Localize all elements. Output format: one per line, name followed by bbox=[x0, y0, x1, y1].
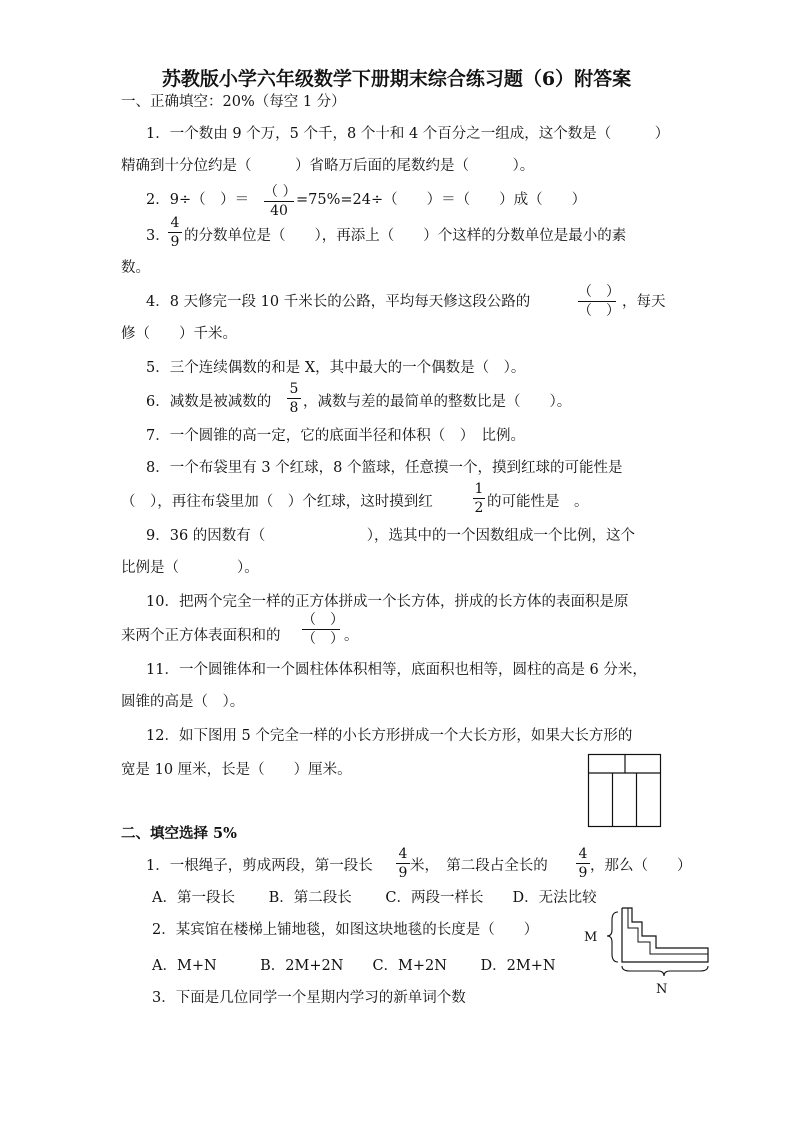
stairs-carpet-figure bbox=[600, 906, 712, 980]
q8-line2-end: 的可能性是 。 bbox=[487, 494, 589, 510]
s2-q1-part2: 米， 第二段占全长的 bbox=[410, 858, 548, 874]
q2-part2: =75%=24÷（ ）＝（ ）成（ ） bbox=[296, 192, 587, 208]
rectangles-figure bbox=[588, 754, 662, 828]
q2-fraction-numerator: （ ） bbox=[264, 184, 297, 200]
q10-line1: 10．把两个完全一样的正方体拼成一个长方体，拼成的长方体的表面积是原 bbox=[146, 594, 629, 610]
s2-q1-options: A．第一段长 B．第二段长 C．两段一样长 D．无法比较 bbox=[152, 890, 597, 906]
s2-q1-fraction2-numerator: 4 bbox=[578, 846, 588, 862]
q6-part1: 6．减数是被减数的 bbox=[146, 394, 272, 410]
q6-part2: ，减数与差的最简单的整数比是（ ）。 bbox=[303, 394, 572, 410]
q12-line1: 12．如下图用 5 个完全一样的小长方形拼成一个大长方形，如果大长方形的 bbox=[146, 728, 633, 744]
s2-q3: 3．下面是几位同学一个星期内学习的新单词个数 bbox=[152, 990, 466, 1006]
q6-fraction-numerator: 5 bbox=[289, 381, 299, 397]
s2-q1-fraction2-denominator: 9 bbox=[578, 865, 588, 881]
q6-fraction bbox=[287, 381, 301, 416]
q10-fraction-numerator: （ ） bbox=[302, 612, 344, 628]
q2-fraction-denominator: 40 bbox=[270, 203, 288, 219]
figure-label-n: N bbox=[656, 982, 668, 997]
q4-fraction-denominator: （ ） bbox=[578, 303, 620, 319]
q4-fraction bbox=[578, 284, 620, 319]
s2-q2: 2．某宾馆在楼梯上铺地毯，如图这块地毯的长度是（ ） bbox=[152, 922, 539, 938]
section2-heading: 二、填空选择 5% bbox=[121, 825, 237, 842]
q2-part1: 2．9÷（ ）＝ bbox=[146, 192, 250, 208]
q10-fraction bbox=[302, 612, 344, 647]
q1-line1: 1．一个数由 9 个万，5 个千，8 个十和 4 个百分之一组成，这个数是（ ） bbox=[146, 126, 670, 142]
q7: 7．一个圆锥的高一定，它的底面半径和体积（ ） 比例。 bbox=[146, 428, 525, 444]
q6-fraction-denominator: 8 bbox=[289, 400, 299, 416]
figure-label-m: M bbox=[584, 930, 598, 945]
q1-line2: 精确到十分位约是（ ）省略万后面的尾数约是（ ）。 bbox=[121, 158, 535, 174]
q10-line2-end: 。 bbox=[344, 628, 359, 644]
q8-fraction-denominator: 2 bbox=[474, 500, 484, 516]
q10-fraction-denominator: （ ） bbox=[302, 631, 344, 647]
s2-q1-fraction1-numerator: 4 bbox=[398, 846, 408, 862]
q3-line2: 数。 bbox=[121, 260, 150, 276]
page-title: 苏教版小学六年级数学下册期末综合练习题（6）附答案 bbox=[161, 68, 632, 90]
s2-q1-fraction1-denominator: 9 bbox=[398, 865, 408, 881]
q8-fraction-numerator: 1 bbox=[474, 481, 484, 497]
s2-q1-fraction1 bbox=[396, 846, 410, 881]
q3-fraction-denominator: 9 bbox=[170, 234, 180, 250]
q8-line2: （ ），再往布袋里加（ ）个红球，这时摸到红 bbox=[121, 494, 433, 510]
s2-q1-part3: ，那么（ ） bbox=[590, 858, 692, 874]
q9-line2: 比例是（ ）。 bbox=[121, 560, 259, 576]
q3-line1: 的分数单位是（ ），再添上（ ）个这样的分数单位是最小的素 bbox=[184, 228, 627, 244]
q8-fraction bbox=[473, 481, 485, 516]
q5: 5．三个连续偶数的和是 X，其中最大的一个偶数是（ ）。 bbox=[146, 360, 526, 376]
q9-line1: 9．36 的因数有（ ），选其中的一个因数组成一个比例，这个 bbox=[146, 528, 636, 544]
q12-line2: 宽是 10 厘米，长是（ ）厘米。 bbox=[121, 762, 352, 778]
q4-line2: 修（ ）千米。 bbox=[121, 326, 237, 342]
s2-q1-fraction2 bbox=[576, 846, 590, 881]
q3-fraction-numerator: 4 bbox=[170, 215, 180, 231]
q4-line1-end: ，每天 bbox=[622, 294, 666, 310]
q4-line1: 4．8 天修完一段 10 千米长的公路，平均每天修这段公路的 bbox=[146, 294, 531, 310]
q8-line1: 8．一个布袋里有 3 个红球，8 个篮球，任意摸一个，摸到红球的可能性是 bbox=[146, 460, 623, 476]
q3-fraction bbox=[168, 215, 182, 250]
section1-heading: 一、正确填空：20%（每空 1 分） bbox=[121, 94, 346, 110]
q2-fraction bbox=[264, 184, 297, 219]
q11-line2: 圆锥的高是（ ）。 bbox=[121, 694, 245, 710]
q4-fraction-numerator: （ ） bbox=[578, 284, 620, 300]
q10-line2: 来两个正方体表面积和的 bbox=[121, 628, 281, 644]
q3-number: 3． bbox=[146, 228, 170, 244]
s2-q1-part1: 1．一根绳子，剪成两段，第一段长 bbox=[146, 858, 373, 874]
s2-q2-options: A．M+N B．2M+2N C．M+2N D．2M+N bbox=[152, 958, 556, 974]
q11-line1: 11．一个圆锥体和一个圆柱体体积相等，底面积也相等，圆柱的高是 6 分米， bbox=[146, 662, 647, 678]
